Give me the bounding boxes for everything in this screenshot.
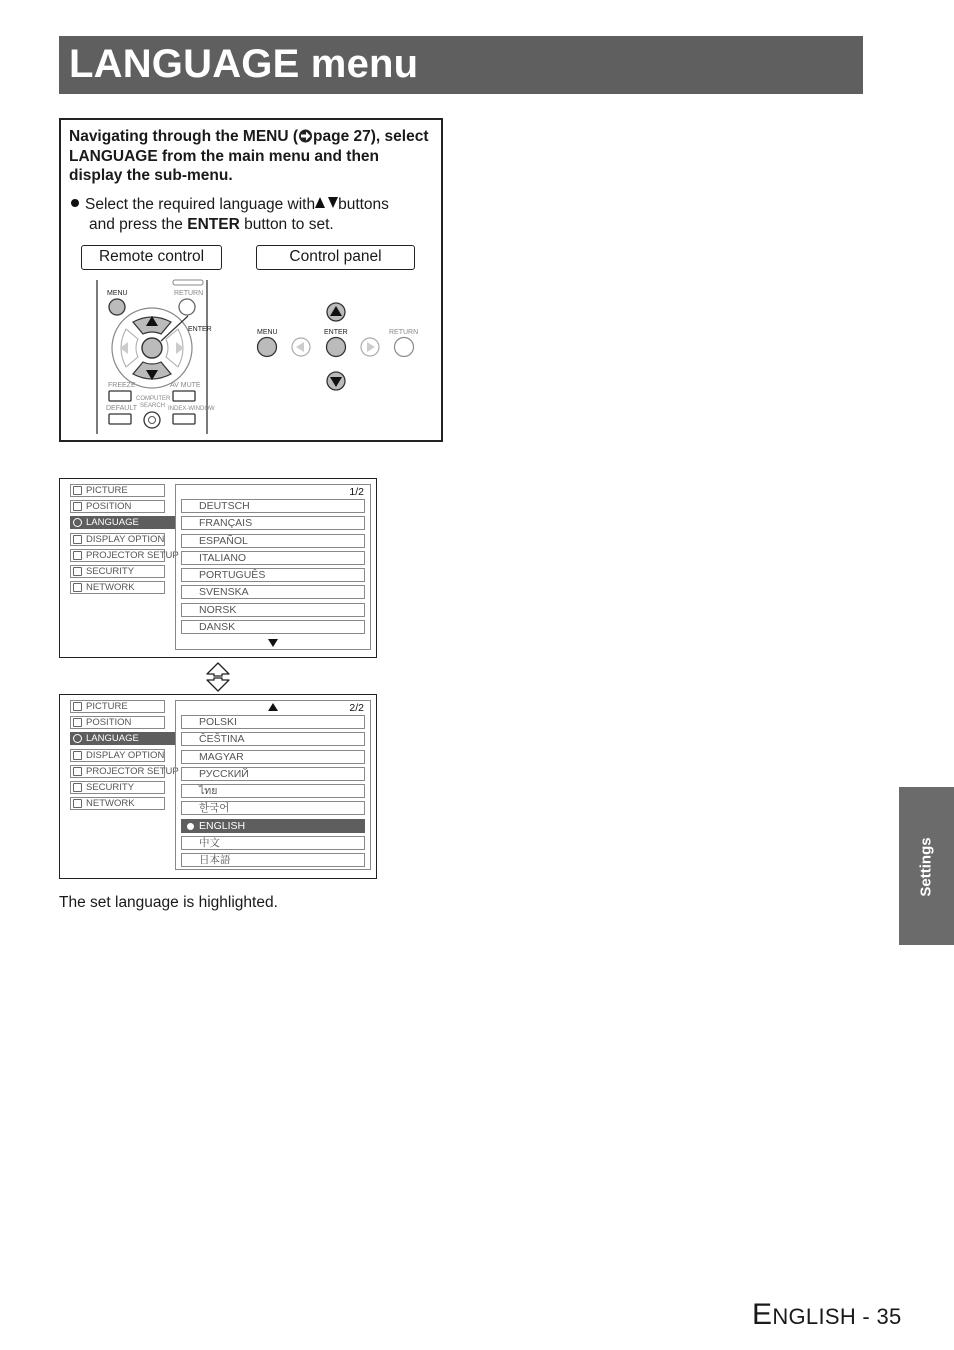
display-option-icon [73, 535, 82, 544]
osd-language-menu-page-1 [59, 478, 377, 658]
osd-sidebar-item-picture[interactable]: PICTURE [70, 484, 165, 497]
page-footer [752, 1298, 902, 1332]
section-side-tab [899, 787, 954, 945]
position-icon [73, 718, 82, 727]
remote-index-button[interactable] [173, 414, 195, 424]
display-option-icon [73, 751, 82, 760]
down-arrow-icon [328, 197, 338, 208]
bullet-text-pre: Select the required language with [85, 196, 316, 213]
remote-avmute-button[interactable] [173, 391, 195, 401]
osd-sidebar-item-projector-setup[interactable]: PROJECTOR SETUP [70, 549, 165, 562]
remote-control-illustration [91, 278, 251, 438]
position-icon [73, 502, 82, 511]
remote-freeze-text: FREEZE [108, 382, 136, 389]
osd-sidebar-item-language[interactable]: LANGUAGE [70, 732, 176, 745]
projector-setup-icon [73, 551, 82, 560]
remote-index-text: INDEX-WINDOW [168, 406, 215, 412]
osd-page-indicator: 2/2 [349, 702, 364, 714]
remote-search-button[interactable] [144, 412, 160, 428]
osd-language-list-panel [175, 484, 371, 650]
osd-sidebar-item-projector-setup[interactable]: PROJECTOR SETUP [70, 765, 165, 778]
panel-enter-button[interactable] [327, 338, 346, 357]
heading-text-pre: Navigating through the MENU ( [69, 128, 299, 145]
remote-freeze-button[interactable] [109, 391, 131, 401]
scroll-down-icon [268, 639, 278, 647]
footer-text: NGLISH - 35 [772, 1304, 902, 1329]
picture-icon [73, 486, 82, 495]
language-option[interactable]: ITALIANO [181, 551, 365, 565]
scroll-up-icon [268, 703, 278, 711]
osd-sidebar-item-display-option[interactable]: DISPLAY OPTION [70, 749, 165, 762]
osd-sidebar-item-security[interactable]: SECURITY [70, 565, 165, 578]
language-option[interactable]: NORSK [181, 603, 365, 617]
remote-return-text: RETURN [174, 290, 204, 297]
panel-return-button[interactable] [395, 338, 414, 357]
panel-enter-text: ENTER [324, 329, 348, 336]
osd-sidebar-item-position[interactable]: POSITION [70, 500, 165, 513]
panel-menu-text: MENU [257, 329, 278, 336]
remote-return-button[interactable] [179, 299, 195, 315]
language-option[interactable]: MAGYAR [181, 750, 365, 764]
selected-dot-icon [187, 823, 194, 830]
remote-default-button[interactable] [109, 414, 131, 424]
control-panel-label: Control panel [256, 245, 415, 270]
osd-sidebar-item-picture[interactable]: PICTURE [70, 700, 165, 713]
picture-icon [73, 702, 82, 711]
heading-text-post: page 27), select LANGUAGE from the main menu and then display the sub-menu. [69, 128, 429, 184]
remote-control-label: Remote control [81, 245, 222, 270]
osd-sidebar [70, 484, 178, 597]
osd-language-menu-page-2 [59, 694, 377, 879]
language-option[interactable]: PORTUGUÊS [181, 568, 365, 582]
control-panel-illustration [249, 298, 419, 398]
network-icon [73, 583, 82, 592]
language-option[interactable]: 한국어 [181, 801, 365, 815]
key-icon [73, 567, 82, 576]
osd-sidebar-item-security[interactable]: SECURITY [70, 781, 165, 794]
osd-sidebar-item-network[interactable]: NETWORK [70, 797, 165, 810]
footer-initial: E [752, 1298, 773, 1331]
language-option[interactable]: SVENSKA [181, 585, 365, 599]
language-list [181, 499, 365, 637]
panel-return-text: RETURN [389, 329, 419, 336]
globe-icon [73, 518, 82, 527]
remote-enter-text: ENTER [188, 326, 212, 333]
bullet-line2-post: button to set. [239, 215, 334, 233]
osd-page-indicator: 1/2 [349, 486, 364, 498]
remote-menu-text: MENU [107, 290, 128, 297]
page-title: LANGUAGE menu [69, 42, 419, 86]
language-option[interactable]: ไทย [181, 784, 365, 798]
remote-menu-button[interactable] [109, 299, 125, 315]
instruction-heading [69, 127, 429, 186]
key-icon [73, 783, 82, 792]
figure-caption: The set language is highlighted. [59, 894, 278, 911]
language-option[interactable]: DEUTSCH [181, 499, 365, 513]
globe-icon [73, 734, 82, 743]
page-switch-arrows-icon [205, 662, 231, 692]
page-reference-arrow-icon [298, 129, 313, 143]
panel-menu-button[interactable] [258, 338, 277, 357]
language-option[interactable]: РУССКИЙ [181, 767, 365, 781]
osd-sidebar-item-position[interactable]: POSITION [70, 716, 165, 729]
osd-sidebar [70, 700, 178, 813]
language-option-selected[interactable]: ENGLISH [181, 819, 365, 833]
bullet-line2-pre: and press the [89, 215, 188, 233]
osd-language-list-panel [175, 700, 371, 870]
remote-avmute-text: AV MUTE [170, 382, 201, 389]
osd-sidebar-item-display-option[interactable]: DISPLAY OPTION [70, 533, 165, 546]
title-bar [59, 36, 863, 94]
instruction-bullet [71, 195, 431, 234]
osd-sidebar-item-language[interactable]: LANGUAGE [70, 516, 176, 529]
remote-default-text: DEFAULT [106, 405, 137, 412]
bullet-text-mid: buttons [338, 196, 389, 213]
language-option[interactable]: POLSKI [181, 715, 365, 729]
language-option[interactable]: FRANÇAIS [181, 516, 365, 530]
remote-computer-text: COMPUTER [136, 396, 171, 402]
language-option[interactable]: DANSK [181, 620, 365, 634]
projector-setup-icon [73, 767, 82, 776]
instruction-box [59, 118, 443, 442]
bullet-dot-icon [71, 199, 79, 207]
language-option[interactable]: ČEŠTINA [181, 732, 365, 746]
remote-enter-button[interactable] [142, 338, 162, 358]
section-side-tab-label: Settings [917, 837, 935, 897]
remote-search-text: SEARCH [140, 403, 166, 409]
bullet-line2-bold: ENTER [187, 215, 240, 233]
language-option[interactable]: 中文 [181, 836, 365, 850]
language-option[interactable]: ESPAÑOL [181, 534, 365, 548]
language-list [181, 715, 365, 871]
network-icon [73, 799, 82, 808]
up-arrow-icon [315, 197, 325, 208]
language-option[interactable]: 日本語 [181, 853, 365, 867]
osd-sidebar-item-network[interactable]: NETWORK [70, 581, 165, 594]
